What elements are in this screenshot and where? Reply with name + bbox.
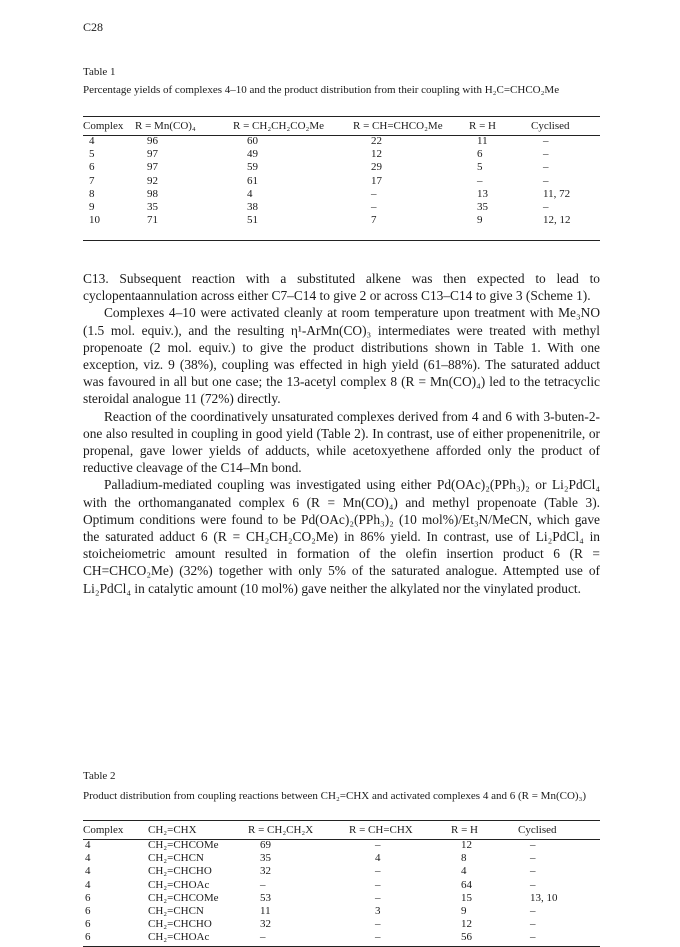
table-cell: 6: [477, 148, 483, 161]
table-cell: 32: [260, 865, 271, 878]
table2-header-cell: Cyclised: [518, 824, 557, 836]
table-cell: –: [530, 918, 536, 931]
table-cell: –: [530, 931, 536, 944]
complex-id-cell: 4: [85, 878, 91, 891]
table-cell: 17: [371, 174, 382, 187]
table-cell: 29: [371, 161, 382, 174]
table1-bottom-rule: [83, 240, 600, 241]
table-cell: 35: [477, 201, 488, 214]
table-cell: CH₂=CHCHO: [148, 865, 212, 878]
complex-id-cell: 5: [89, 148, 95, 161]
complex-id-cell: 9: [89, 201, 95, 214]
body-paragraph-4: Palladium-mediated coupling was investigated using either Pd(OAc)₂(PPh₃)₂ or Li₂PdCl₄ with the orthomanganated complex 6 (R = Mn(CO)₄) and methyl propenoate (Table 3). Optimum conditions were found to be Pd(OAc)₂(PPh₃)₂ (10 mol%)/Et₃N/MeCN, which gave the saturated adduct 6 (R = CH₂CH₂CO₂Me) in 86% yield. In contrast, use of Li₂PdCl₄ in stoicheiometric amount resulted in formation of the olefin insertion product 6 (R = CH=CHCO₂Me) (32%) together with only 5% of the saturated analogue. Attempted use of Li₂PdCl₄ in catalytic amount (10 mol%) gave neither the alkylated nor the vinylated product.: [83, 477, 600, 596]
table-row: [83, 852, 600, 865]
table-cell: CH₂=CHCHO: [148, 918, 212, 931]
table-cell: 12: [461, 839, 472, 851]
table-cell: CH₂=CHOAc: [148, 931, 210, 944]
body-text: [83, 270, 600, 597]
table-cell: –: [543, 201, 549, 214]
table1-header-cell: R = H: [469, 120, 496, 132]
table-cell: 15: [461, 891, 472, 904]
table-cell: 71: [147, 214, 158, 227]
table-cell: 49: [247, 148, 258, 161]
complex-id-cell: 4: [85, 852, 91, 865]
table1-title: Table 1: [83, 66, 116, 78]
table-cell: 5: [477, 161, 483, 174]
table2-header-cell: Complex: [83, 824, 124, 836]
table-cell: –: [543, 148, 549, 161]
body-paragraph-3: Reaction of the coordinatively unsaturated complexes derived from 4 and 6 with 3-buten-2-one also resulted in coupling in good yield (Table 2). In contrast, use of either propenenitrile, or propenal, gave lower yields of adducts, while acetoxyethene afforded only the product of reductive cleavage of the C14–Mn bond.: [83, 408, 600, 476]
table-cell: 9: [461, 905, 467, 918]
complex-id-cell: 6: [85, 931, 91, 944]
complex-id-cell: 6: [85, 918, 91, 931]
table-cell: 60: [247, 135, 258, 147]
complex-id-cell: 6: [89, 161, 95, 174]
table-cell: 51: [247, 214, 258, 227]
table-cell: 35: [260, 852, 271, 865]
complex-id-cell: 7: [89, 174, 95, 187]
table-cell: 38: [247, 201, 258, 214]
table-cell: 12, 12: [543, 214, 571, 227]
table-cell: –: [375, 865, 381, 878]
table-row: [83, 839, 600, 852]
table-cell: –: [375, 839, 381, 851]
table-cell: 8: [461, 852, 467, 865]
table-cell: –: [530, 865, 536, 878]
table-row: [83, 879, 600, 892]
table-cell: 56: [461, 931, 472, 944]
table-cell: 98: [147, 187, 158, 200]
table-cell: –: [375, 891, 381, 904]
table-cell: 96: [147, 135, 158, 147]
table-cell: 11, 72: [543, 187, 571, 200]
table-cell: 4: [375, 852, 381, 865]
table-cell: 4: [247, 187, 253, 200]
table-row: [83, 188, 600, 201]
table-cell: CH₂=CHCOMe: [148, 839, 219, 851]
table-cell: CH₂=CHCN: [148, 905, 204, 918]
table-row: [83, 931, 600, 944]
table2-header-row: [83, 821, 600, 839]
table1-caption: Percentage yields of complexes 4–10 and the product distribution from their coupling with H₂C=CHCO₂Me: [83, 84, 560, 96]
table2-caption: Product distribution from coupling reactions between CH₂=CHX and activated complexes 4 and 6 (R = Mn(CO)₃): [83, 790, 587, 802]
table-row: [83, 201, 600, 214]
table1-header-cell: R = CH₂CH₂CO₂Me: [233, 120, 325, 132]
complex-id-cell: 6: [85, 905, 91, 918]
table-cell: –: [530, 839, 536, 851]
table-cell: 64: [461, 878, 472, 891]
table2: [83, 821, 600, 945]
table-cell: 22: [371, 135, 382, 147]
table-cell: –: [371, 187, 377, 200]
body-paragraph-2: Complexes 4–10 were activated cleanly at room temperature upon treatment with Me₃NO (1.5 mol. equiv.), and the resulting η¹-ArMn(CO)₃ intermediates were treated with methyl propenoate (2 mol. equiv.) to give the product distributions shown in Table 1. With one exception, viz. 9 (38%), coupling was effected in high yield (61–88%). The saturated adduct was favoured in all but one case; the 13-acetyl complex 8 (R = Mn(CO)₄) led to the tetracyclic steroidal analogue 11 (72%) directly.: [83, 305, 600, 407]
table-cell: 92: [147, 174, 158, 187]
complex-id-cell: 6: [85, 891, 91, 904]
table-row: [83, 892, 600, 905]
table-cell: –: [375, 878, 381, 891]
table-cell: CH₂=CHCOMe: [148, 891, 219, 904]
table-cell: 69: [260, 839, 271, 851]
table-cell: 13, 10: [530, 891, 558, 904]
table-cell: –: [260, 878, 266, 891]
body-paragraph-1: C13. Subsequent reaction with a substituted alkene was then expected to lead to cyclopentaannulation across either C7–C14 to give 2 or across C13–C14 to give 3 (Scheme 1).: [83, 271, 600, 304]
table1: [83, 117, 600, 227]
table-cell: –: [375, 931, 381, 944]
table-row: [83, 148, 600, 161]
table1-header-cell: Complex: [83, 120, 124, 132]
table-cell: 3: [375, 905, 381, 918]
table-row: [83, 905, 600, 918]
table-cell: 7: [371, 214, 377, 227]
table-cell: –: [543, 174, 549, 187]
table-cell: 4: [461, 865, 467, 878]
table-cell: 97: [147, 148, 158, 161]
table-cell: 11: [260, 905, 271, 918]
table-cell: 11: [477, 135, 488, 147]
complex-id-cell: 4: [89, 135, 95, 147]
table-cell: –: [543, 135, 549, 147]
table-cell: –: [530, 852, 536, 865]
table-row: [83, 918, 600, 931]
table2-header-cell: R = CH₂CH₂X: [248, 824, 314, 836]
table1-header-row: [83, 117, 600, 135]
table2-title: Table 2: [83, 770, 116, 782]
table-row: [83, 135, 600, 148]
page-number: C28: [83, 20, 104, 34]
table-row: [83, 214, 600, 227]
complex-id-cell: 8: [89, 187, 95, 200]
table-cell: –: [477, 174, 483, 187]
table-cell: 12: [461, 918, 472, 931]
table-cell: –: [530, 905, 536, 918]
table-cell: –: [260, 931, 266, 944]
table-cell: 61: [247, 174, 258, 187]
table2-header-cell: R = H: [451, 824, 478, 836]
table-cell: –: [543, 161, 549, 174]
table-cell: CH₂=CHCN: [148, 852, 204, 865]
table-cell: 9: [477, 214, 483, 227]
table-row: [83, 865, 600, 878]
table-cell: 97: [147, 161, 158, 174]
complex-id-cell: 4: [85, 865, 91, 878]
table-row: [83, 161, 600, 174]
table1-header-cell: Cyclised: [531, 120, 570, 132]
table-cell: –: [371, 201, 377, 214]
table-cell: 35: [147, 201, 158, 214]
table1-header-cell: R = Mn(CO)₄: [135, 120, 196, 132]
table1-header-cell: R = CH=CHCO₂Me: [353, 120, 443, 132]
table2-header-cell: CH₂=CHX: [148, 824, 197, 836]
table-cell: 12: [371, 148, 382, 161]
complex-id-cell: 4: [85, 839, 91, 851]
table2-header-cell: R = CH=CHX: [349, 824, 413, 836]
table-cell: –: [530, 878, 536, 891]
table-cell: 13: [477, 187, 488, 200]
table-cell: 32: [260, 918, 271, 931]
table-row: [83, 175, 600, 188]
table-cell: 59: [247, 161, 258, 174]
table-cell: 53: [260, 891, 271, 904]
complex-id-cell: 10: [89, 214, 100, 227]
table-cell: –: [375, 918, 381, 931]
table-cell: CH₂=CHOAc: [148, 878, 210, 891]
